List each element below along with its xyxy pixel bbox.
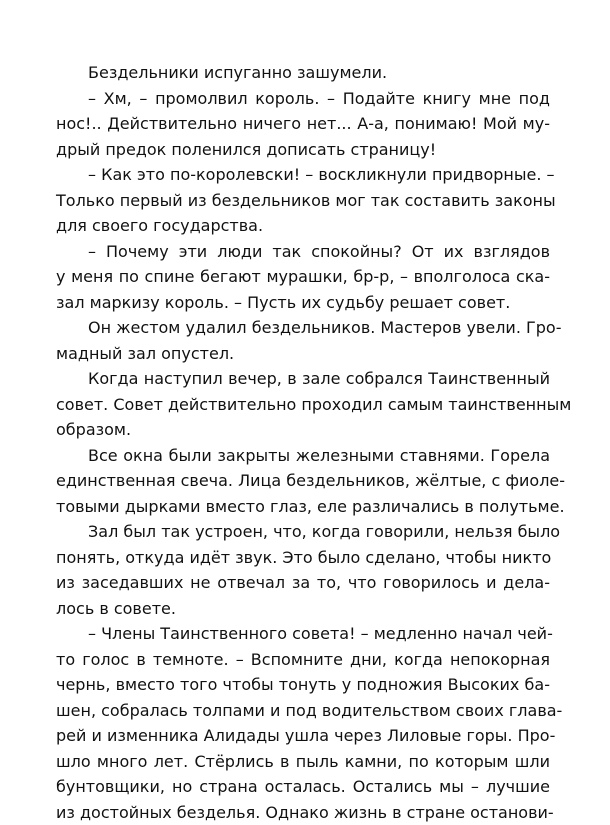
text-line: Он жестом удалил бездельников. Мастеров увели. Гро- [56, 315, 550, 341]
page-text [56, 60, 550, 825]
text-line: из заседавших не отвечал за то, что говорилось и дела- [56, 570, 550, 596]
text-line: Когда наступил вечер, в зале собрался Таинственный [56, 366, 550, 392]
text-line: – Члены Таинственного совета! – медленно начал чей- [56, 621, 550, 647]
paragraph [56, 366, 550, 443]
text-line: Зал был так устроен, что, когда говорили, нельзя было [56, 519, 550, 545]
text-line: – Хм, – промолвил король. – Подайте книгу мне под [56, 86, 550, 112]
text-line: Бездельники испуганно зашумели. [56, 60, 550, 86]
text-line: Только первый из бездельников мог так составить законы [56, 188, 550, 214]
paragraph [56, 519, 550, 621]
text-line: то голос в темноте. – Вспомните дни, когда непокорная [56, 647, 550, 673]
text-line: совет. Совет действительно проходил самым таинственным [56, 392, 550, 418]
text-line: из достойных безделья. Однако жизнь в стране останови- [56, 800, 550, 825]
text-line: лось в совете. [56, 596, 550, 622]
text-line: зал маркизу король. – Пусть их судьбу решает совет. [56, 290, 550, 316]
text-line: единственная свеча. Лица бездельников, жёлтые, с фиоле- [56, 468, 550, 494]
paragraph [56, 60, 550, 86]
text-line: нос!.. Действительно ничего нет... А-а, понимаю! Мой му- [56, 111, 550, 137]
text-line: мадный зал опустел. [56, 341, 550, 367]
text-line: у меня по спине бегают мурашки, бр-р, – вполголоса ска- [56, 264, 550, 290]
text-line: рей и изменника Алидады ушла через Лиловые горы. Про- [56, 723, 550, 749]
paragraph [56, 315, 550, 366]
text-line: шен, собралась толпами и под водительством своих глава- [56, 698, 550, 724]
text-line: шло много лет. Стёрлись в пыль камни, по которым шли [56, 749, 550, 775]
paragraph [56, 239, 550, 316]
paragraph [56, 86, 550, 163]
paragraph [56, 443, 550, 520]
text-line: чернь, вместо того чтобы тонуть у подножия Высоких ба- [56, 672, 550, 698]
text-line: Все окна были закрыты железными ставнями. Горела [56, 443, 550, 469]
text-line: для своего государства. [56, 213, 550, 239]
text-line: образом. [56, 417, 550, 443]
text-line: дрый предок поленился дописать страницу! [56, 137, 550, 163]
text-line: – Почему эти люди так спокойны? От их взглядов [56, 239, 550, 265]
text-line: товыми дырками вместо глаз, еле различались в полутьме. [56, 494, 550, 520]
text-line: – Как это по-королевски! – воскликнули придворные. – [56, 162, 550, 188]
paragraph [56, 621, 550, 825]
text-line: понять, откуда идёт звук. Это было сделано, чтобы никто [56, 545, 550, 571]
text-line: бунтовщики, но страна осталась. Остались мы – лучшие [56, 774, 550, 800]
paragraph [56, 162, 550, 239]
